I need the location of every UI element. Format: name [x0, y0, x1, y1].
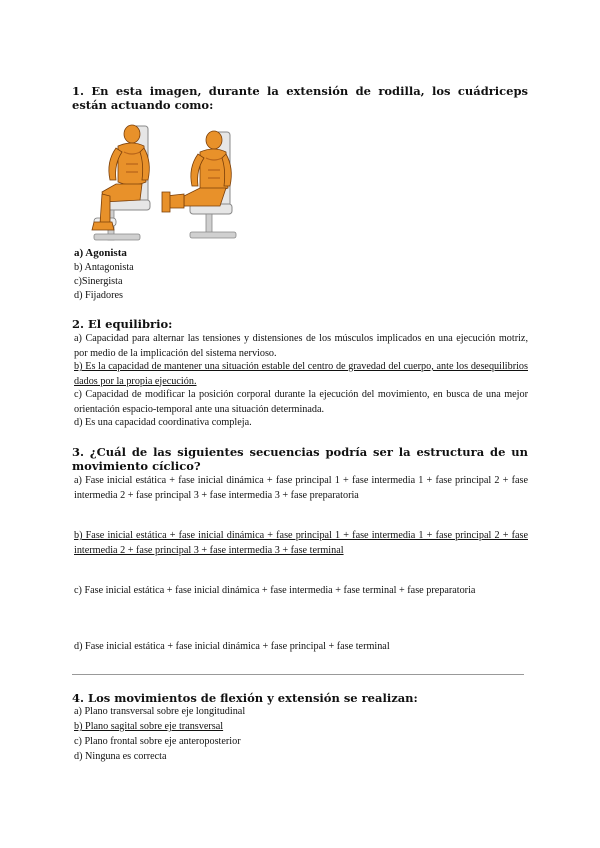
q4-option-c: c) Plano frontal sobre eje anteroposterior: [74, 736, 241, 747]
q3-option-b: b) Fase inicial estática + fase inicial dinámica + fase principal 1 + fase intermedia 1 + fase principal 2 + fase intermedia 2 + fase principal 3 + fase intermedia 3 + fase terminal: [74, 530, 528, 556]
q1-option-a: a) Agonista: [74, 247, 127, 259]
q2-option-d: d) Es una capacidad coordinativa compleja.: [74, 417, 252, 428]
q2-option-b: b) Es la capacidad de mantener una situación estable del centro de gravedad del cuerpo, ante los desequilibrios dados por la propia ejecución.: [74, 361, 528, 387]
horizontal-divider: [72, 674, 524, 675]
question-3-title: 3. ¿Cuál de las siguientes secuencias podría ser la estructura de un movimiento cíclico?: [72, 445, 528, 473]
q1-option-d: d) Fijadores: [74, 290, 123, 301]
q3-option-c: c) Fase inicial estática + fase inicial dinámica + fase intermedia + fase terminal + fase preparatoria: [74, 585, 476, 596]
q3-option-d: d) Fase inicial estática + fase inicial dinámica + fase principal + fase terminal: [74, 641, 390, 652]
q4-option-b: b) Plano sagital sobre eje transversal: [74, 721, 224, 732]
athlete-figure-right: [162, 131, 231, 212]
question-1-title: 1. En esta imagen, durante la extensión de rodilla, los cuádriceps están actuando como:: [72, 84, 528, 112]
knee-extension-illustration: [80, 122, 250, 244]
q4-option-d: d) Ninguna es correcta: [74, 751, 167, 762]
question-4-title: 4. Los movimientos de flexión y extensión se realizan:: [72, 691, 418, 705]
q2-option-a: a) Capacidad para alternar las tensiones y distensiones de los músculos implicados en una ejecución motriz, por medio de la implicación del sistema nervioso.: [74, 333, 528, 359]
question-2-title: 2. El equilibrio:: [72, 317, 173, 331]
q3-option-a: a) Fase inicial estática + fase inicial dinámica + fase principal 1 + fase intermedia 1 + fase principal 2 + fase intermedia 2 + fase principal 3 + fase intermedia 3 + fase preparatoria: [74, 475, 528, 501]
q1-option-c: c)Sinergista: [74, 276, 123, 287]
q4-option-a: a) Plano transversal sobre eje longitudinal: [74, 706, 246, 717]
q1-option-b: b) Antagonista: [74, 262, 134, 273]
q2-option-c: c) Capacidad de modificar la posición corporal durante la ejecución del movimiento, en busca de una mejor orientación espacio-temporal ante una situación determinada.: [74, 389, 528, 415]
